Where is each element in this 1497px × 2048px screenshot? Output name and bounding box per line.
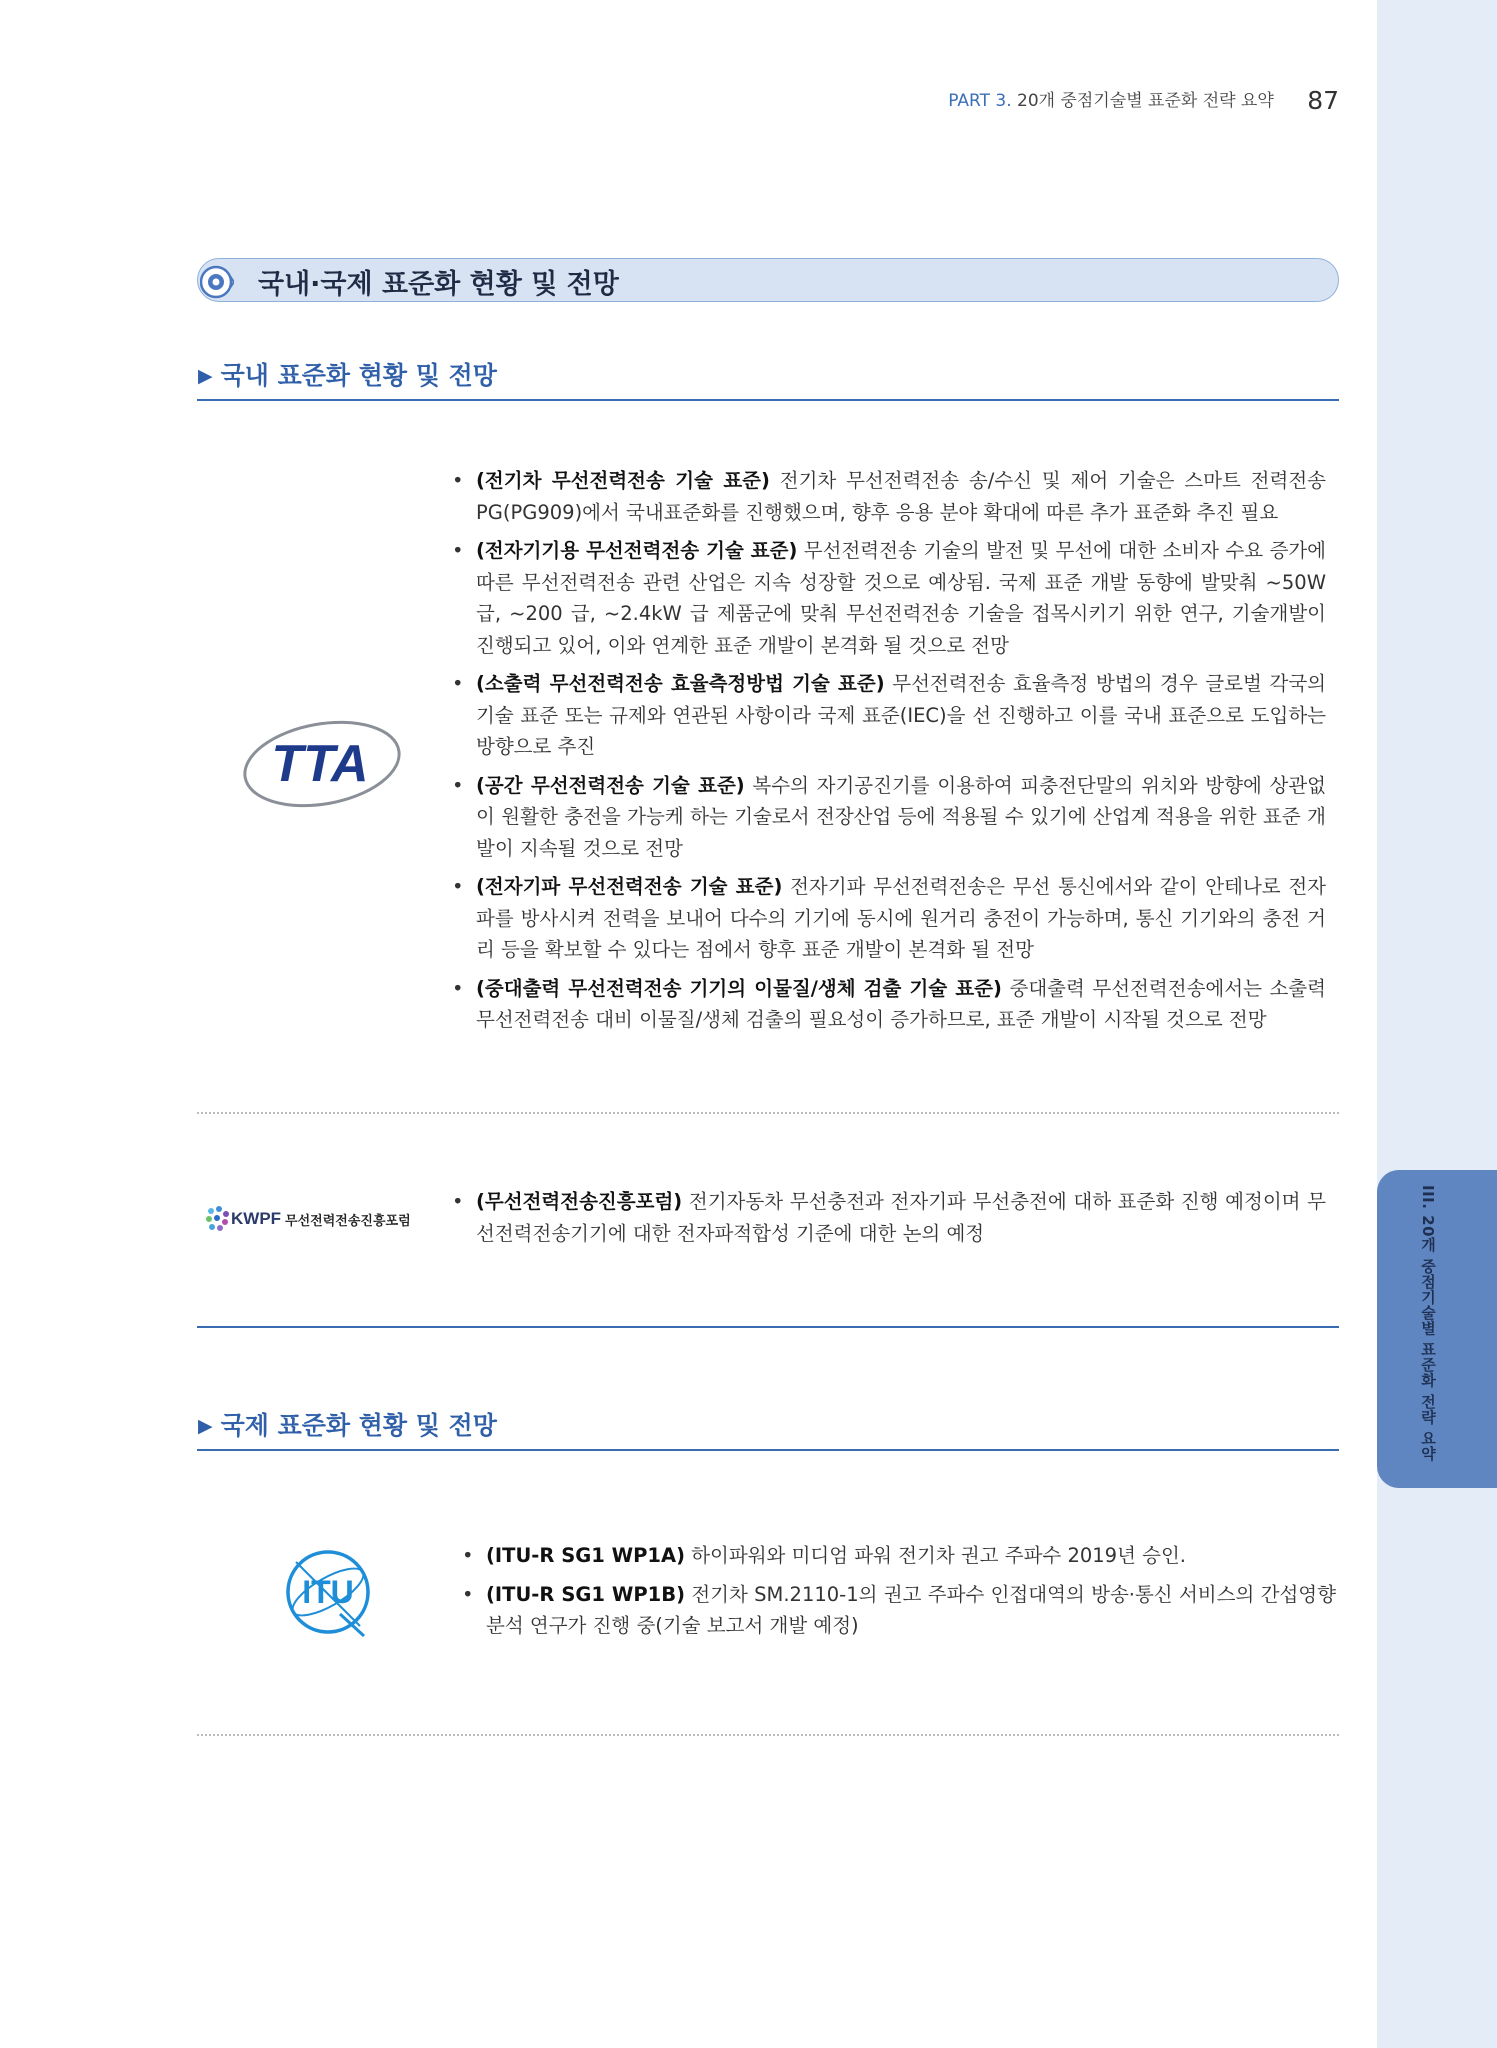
page-number: 87 (1307, 86, 1339, 115)
item-text: 무선전력전송 효율측정 방법의 경우 글로벌 각국의 기술 표준 또는 규제와 연관된 사항이라 국제 표준(IEC)을 선 진행하고 이를 국내 표준으로 도입하는 방향으로 추진 (476, 672, 1326, 758)
header-part: PART 3. (948, 91, 1012, 111)
list-item (446, 770, 1326, 865)
international-heading (198, 1406, 497, 1442)
list-item (446, 535, 1326, 661)
list-item (446, 465, 1326, 528)
list-item (446, 973, 1326, 1036)
triangle-bullet-icon: ▶ (198, 1415, 213, 1437)
list-item (456, 1540, 1336, 1572)
itu-logo (278, 1542, 378, 1642)
chapter-tab-label: III. 20개 중점기술별 표준화 전략 요약 (1419, 1185, 1437, 1462)
kwpf-logo-korean: 무선전력전송진흥포럼 (285, 1213, 411, 1229)
list-item (456, 1579, 1336, 1642)
item-text: 전기차 무선전력전송 송/수신 및 제어 기술은 스마트 전력전송 PG(PG909)에서 국내표준화를 진행했으며, 향후 응용 분야 확대에 따른 추가 표준화 추진 필요 (476, 469, 1326, 524)
kwpf-dots-icon (205, 1205, 231, 1233)
item-text: 전기차 SM.2110-1의 권고 주파수 인접대역의 방송·통신 서비스의 간섭영향 분석 연구가 진행 중(기술 보고서 개발 예정) (486, 1582, 1336, 1637)
kwpf-logo-name: KWPF (231, 1209, 282, 1228)
international-heading-rule (197, 1449, 1339, 1451)
domestic-heading-text: 국내 표준화 현황 및 전망 (220, 361, 497, 390)
tta-logo (240, 715, 405, 811)
item-label: (전자기기용 무선전력전송 기술 표준) (476, 539, 798, 562)
kwpf-bullet-list (446, 1186, 1326, 1256)
item-text: 중대출력 무선전력전송에서는 소출력 무선전력전송 대비 이물질/생체 검출의 필요성이 증가하므로, 표준 개발이 시작될 것으로 전망 (476, 976, 1326, 1031)
domestic-heading-rule (197, 399, 1339, 401)
list-item (446, 1186, 1326, 1249)
section-title: 국내·국제 표준화 현황 및 전망 (258, 269, 619, 300)
item-text: 복수의 자기공진기를 이용하여 피충전단말의 위치와 방향에 상관없이 원활한 충전을 가능케 하는 기술로서 전장산업 등에 적용될 수 있기에 산업계 적용을 위한 표준 개발이 지속될 것으로 전망 (476, 773, 1326, 860)
item-text: 전자기파 무선전력전송은 무선 통신에서와 같이 안테나로 전자파를 방사시켜 전력을 보내어 다수의 기기에 동시에 원거리 충전이 가능하며, 통신 기기와의 충전 거리 등을 확보할 수 있다는 점에서 향후 표준 개발이 본격화 될 전망 (476, 875, 1326, 961)
international-heading-text: 국제 표준화 현황 및 전망 (220, 1411, 497, 1440)
list-item (446, 668, 1326, 763)
tta-logo-text: TTA (271, 735, 369, 793)
running-header (948, 86, 1339, 115)
item-label: (공간 무선전력전송 기술 표준) (476, 773, 745, 797)
item-label: (ITU-R SG1 WP1A) (486, 1544, 685, 1567)
triangle-bullet-icon: ▶ (198, 365, 213, 387)
item-text: 하이파워와 미디엄 파워 전기차 권고 주파수 2019년 승인. (684, 1544, 1186, 1567)
domestic-end-rule (197, 1326, 1339, 1328)
page-sidebar (1377, 0, 1497, 2048)
itu-bullet-list (456, 1540, 1336, 1649)
header-subtitle: 20개 중점기술별 표준화 전략 요약 (1017, 91, 1274, 111)
kwpf-logo (205, 1205, 411, 1233)
item-label: (전기차 무선전력전송 기술 표준) (476, 469, 770, 492)
item-label: (소출력 무선전력전송 효율측정방법 기술 표준) (476, 672, 885, 695)
itu-logo-text: ITU (302, 1574, 354, 1610)
item-label: (전자기파 무선전력전송 기술 표준) (476, 875, 783, 898)
list-item (446, 871, 1326, 966)
item-label: (무선전력전송진흥포럼) (476, 1190, 683, 1213)
tta-bullet-list (446, 465, 1326, 1043)
item-text: 무선전력전송 기술의 발전 및 무선에 대한 소비자 수요 증가에 따른 무선전력전송 관련 산업은 지속 성장할 것으로 예상됨. 국제 표준 개발 동향에 발맞춰 ~50W 급, ~200 급, ~2.4kW 급 제품군에 맞춰 무선전력전송 기술을 접목시키기 위한 연구, 기술개발이 진행되고 있어, 이와 연계한 표준 개발이 본격화 될 것으로 전망 (476, 539, 1327, 657)
item-text: 전기자동차 무선충전과 전자기파 무선충전에 대하 표준화 진행 예정이며 무선전력전송기기에 대한 전자파적합성 기준에 대한 논의 예정 (476, 1190, 1326, 1245)
divider (197, 1112, 1339, 1114)
item-label: (중대출력 무선전력전송 기기의 이물질/생체 검출 기술 표준) (476, 976, 1002, 1000)
target-icon (200, 265, 234, 299)
item-label: (ITU-R SG1 WP1B) (486, 1582, 685, 1606)
domestic-heading (198, 356, 497, 392)
divider (197, 1734, 1339, 1736)
